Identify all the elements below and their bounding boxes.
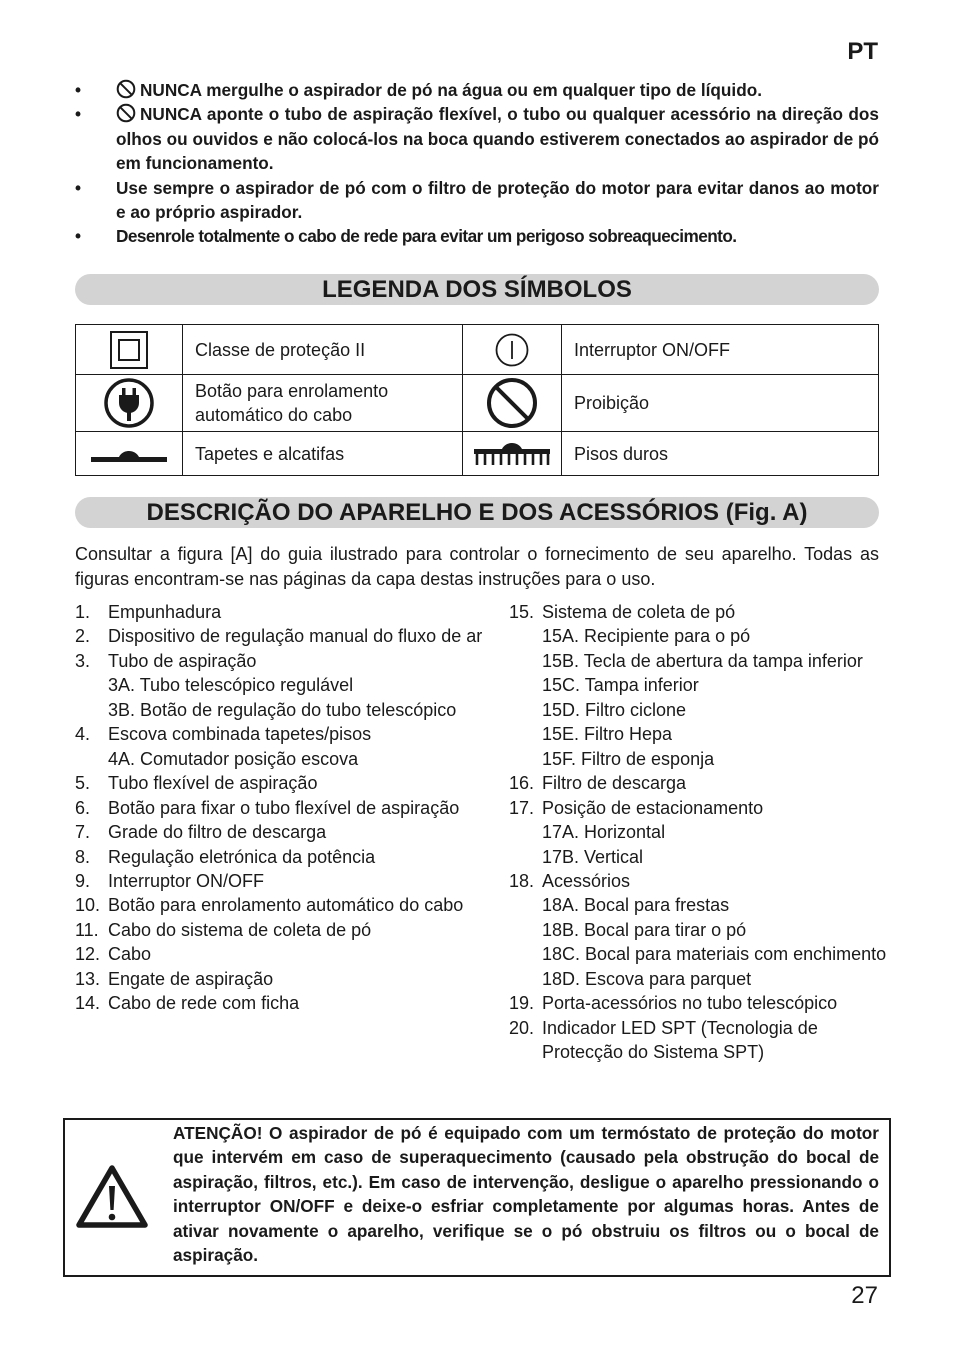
sub-item: 18A. Bocal para frestas — [542, 895, 730, 916]
parts-list-right — [509, 600, 939, 1065]
legend-heading: LEGENDA DOS SÍMBOLOS — [75, 274, 879, 305]
legend-label: Pisos duros — [562, 432, 879, 476]
item-number: 9. — [75, 870, 91, 891]
item-text: Regulação eletrónica da potência — [108, 846, 376, 867]
bullet: • — [75, 177, 82, 198]
legend-label: Interruptor ON/OFF — [562, 325, 879, 375]
warning-text: Use sempre o aspirador de pó com o filtro de proteção do motor para evitar danos ao motor e ao próprio aspirador. — [116, 177, 879, 223]
warning-item — [75, 78, 879, 102]
list-item — [75, 869, 505, 893]
item-text: Interruptor ON/OFF — [108, 870, 265, 891]
item-text: Engate de aspiração — [108, 968, 274, 989]
page-number: 27 — [851, 1282, 878, 1309]
carpet-icon — [89, 444, 169, 464]
item-number: 15. — [509, 602, 535, 622]
item-number: 6. — [75, 797, 91, 818]
sub-item: 15C. Tampa inferior — [542, 675, 699, 696]
sub-item: 18B. Bocal para tirar o pó — [542, 919, 747, 940]
cord-rewind-icon — [101, 377, 157, 429]
sub-item: 17B. Vertical — [542, 846, 644, 867]
list-item — [509, 869, 939, 893]
parts-list-left — [75, 600, 505, 1016]
list-item — [75, 600, 505, 624]
item-text: Cabo — [108, 944, 152, 965]
item-text: Escova combinada tapetes/pisos — [108, 724, 372, 745]
item-number: 5. — [75, 773, 91, 794]
item-number: 3. — [75, 650, 91, 671]
hard-floor-icon — [472, 440, 552, 468]
item-number: 18. — [509, 870, 535, 891]
item-number: 19. — [509, 993, 535, 1014]
legend-icon-cell — [76, 325, 183, 375]
list-item — [75, 918, 505, 942]
list-item — [75, 991, 505, 1015]
safety-warnings — [75, 78, 879, 249]
list-item — [75, 893, 505, 917]
item-text: Filtro de descarga — [542, 773, 687, 794]
sub-item: 18C. Bocal para materiais com enchimento — [542, 944, 887, 965]
legend-row — [76, 375, 879, 432]
description-heading: DESCRIÇÃO DO APARELHO E DOS ACESSÓRIOS (Fig. A) — [75, 497, 879, 528]
prohibition-icon — [116, 79, 136, 99]
item-text: Sistema de coleta de pó — [542, 602, 736, 622]
sub-item: 15F. Filtro de esponja — [542, 748, 715, 769]
item-number: 20. — [509, 1017, 535, 1038]
symbol-legend-table — [75, 324, 879, 476]
item-number: 17. — [509, 797, 535, 818]
legend-row — [76, 325, 879, 375]
list-item — [75, 967, 505, 991]
item-text: Empunhadura — [108, 602, 222, 622]
item-number: 12. — [75, 944, 101, 965]
item-text: Grade do filtro de descarga — [108, 822, 327, 843]
bullet: • — [75, 226, 81, 247]
legend-icon-cell — [76, 375, 183, 432]
item-number: 8. — [75, 846, 91, 867]
item-number: 4. — [75, 724, 91, 745]
warning-text: NUNCA aponte o tubo de aspiração flexível, o tubo ou qualquer acessório na direção dos olhos ou ouvidos e não colocá-los na boca quando estiverem conectados ao aspirador de pó em funcionamento. — [116, 104, 879, 174]
list-item — [509, 796, 939, 820]
item-number: 2. — [75, 626, 91, 647]
warning-item — [75, 224, 879, 248]
bullet: • — [75, 104, 82, 125]
legend-icon-cell — [463, 325, 562, 375]
sub-item: 4A. Comutador posição escova — [108, 748, 359, 769]
class-ii-icon — [108, 329, 150, 371]
warning-item — [75, 176, 879, 225]
sub-item: 15B. Tecla de abertura da tampa inferior — [542, 650, 863, 671]
item-number: 16. — [509, 773, 535, 794]
item-text: Cabo do sistema de coleta de pó — [108, 919, 372, 940]
description-intro: Consultar a figura [A] do guia ilustrado para controlar o fornecimento de seu aparelho. Todas as figuras encontram-se nas páginas da capa destas instruções para o uso. — [75, 544, 879, 589]
item-text: Indicador LED SPT (Tecnologia de Protecção do Sistema SPT) — [542, 1017, 818, 1063]
list-item — [75, 845, 505, 869]
item-text: Dispositivo de regulação manual do fluxo de ar — [108, 626, 483, 647]
warning-item — [75, 102, 879, 175]
list-item — [75, 796, 505, 820]
list-item — [509, 1016, 939, 1065]
item-number: 10. — [75, 895, 101, 916]
legend-icon-cell — [463, 375, 562, 432]
list-item — [75, 722, 505, 746]
list-item — [509, 600, 939, 624]
list-item — [509, 991, 939, 1015]
item-text: Botão para enrolamento automático do cabo — [108, 895, 464, 916]
attention-text: ATENÇÃO! O aspirador de pó é equipado com um termóstato de proteção do motor que intervém em caso de superaquecimento (causado pela obstrução do bocal de aspiração, filtros, etc.). Em caso de intervenção, desligue o aparelho pressionando o interruptor ON/OFF e deixe-o esfriar completamente por algumas horas. Antes de ativar novamente o aparelho, verifique se o pó obstruiu os filtros ou o bocal de aspiração. — [173, 1123, 879, 1266]
warning-triangle-icon — [74, 1162, 150, 1230]
sub-item: 18D. Escova para parquet — [542, 968, 752, 989]
item-text: Tubo de aspiração — [108, 650, 257, 671]
legend-icon-cell — [76, 432, 183, 476]
item-number: 14. — [75, 993, 101, 1014]
legend-label: Classe de proteção II — [183, 325, 463, 375]
sub-item: 17A. Horizontal — [542, 822, 666, 843]
list-item — [75, 942, 505, 966]
sub-item: 15E. Filtro Hepa — [542, 724, 673, 745]
list-item — [75, 820, 505, 844]
sub-item: 3A. Tubo telescópico regulável — [108, 675, 354, 696]
list-item — [509, 771, 939, 795]
prohibition-icon — [485, 376, 539, 430]
item-text: Cabo de rede com ficha — [108, 993, 300, 1014]
sub-item: 15D. Filtro ciclone — [542, 699, 687, 720]
sub-item: 15A. Recipiente para o pó — [542, 626, 751, 647]
list-item — [75, 771, 505, 795]
on-off-icon — [494, 332, 530, 368]
language-code: PT — [847, 38, 878, 65]
warning-text: Desenrole totalmente o cabo de rede para evitar um perigoso sobreaquecimento. — [116, 226, 737, 247]
prohibition-icon — [116, 103, 136, 123]
list-item — [75, 624, 505, 648]
sub-item: 3B. Botão de regulação do tubo telescópico — [108, 699, 457, 720]
item-number: 13. — [75, 968, 101, 989]
item-number: 1. — [75, 602, 91, 622]
legend-label: Proibição — [562, 375, 879, 432]
bullet: • — [75, 80, 82, 100]
item-text: Botão para fixar o tubo flexível de aspiração — [108, 797, 460, 818]
list-item — [75, 649, 505, 673]
item-text: Posição de estacionamento — [542, 797, 764, 818]
item-number: 7. — [75, 822, 91, 843]
item-text: Tubo flexível de aspiração — [108, 773, 318, 794]
legend-row — [76, 432, 879, 476]
legend-icon-cell — [463, 432, 562, 476]
warning-text: NUNCA mergulhe o aspirador de pó na água ou em qualquer tipo de líquido. — [140, 80, 762, 100]
item-text: Acessórios — [542, 870, 631, 891]
legend-label: Botão para enrolamento automático do cabo — [183, 375, 463, 432]
item-text: Porta-acessórios no tubo telescópico — [542, 993, 838, 1014]
item-number: 11. — [75, 919, 99, 940]
legend-label: Tapetes e alcatifas — [183, 432, 463, 476]
